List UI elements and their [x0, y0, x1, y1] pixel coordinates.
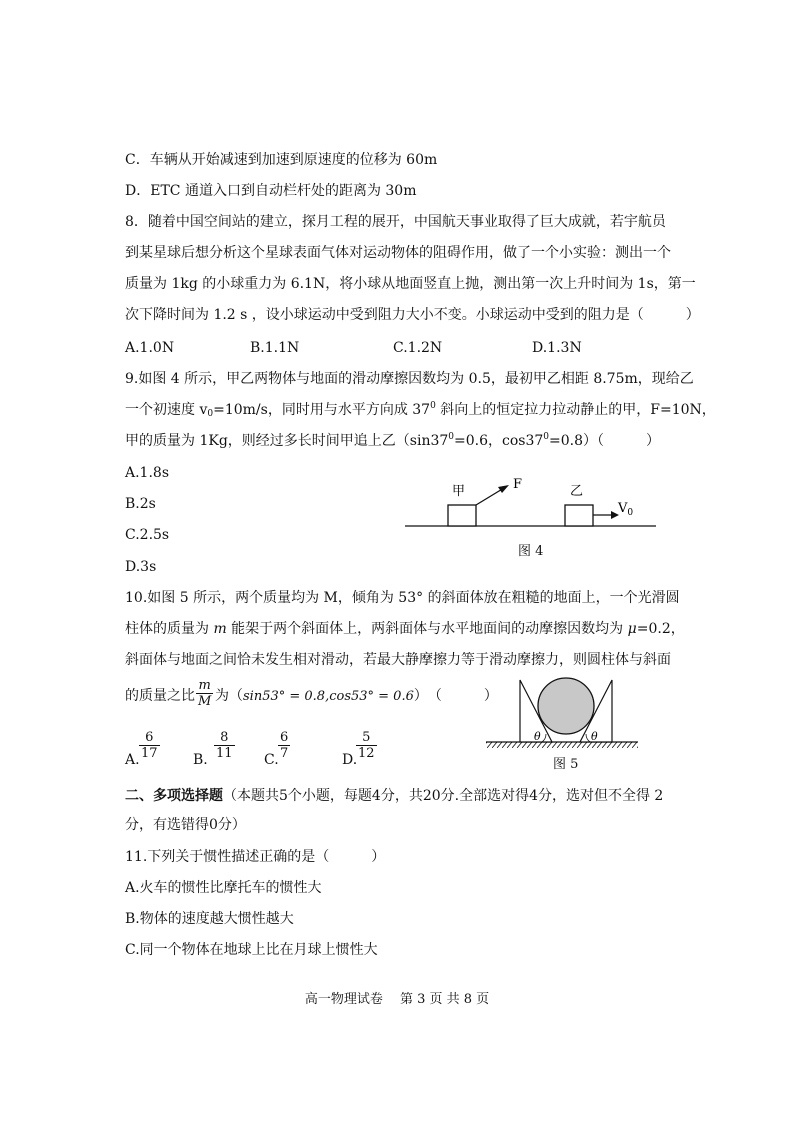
label-yi: 乙	[570, 484, 584, 499]
q9-line3-part-c: =0.8）（ ）	[549, 433, 661, 449]
q10-line2-m: m	[213, 621, 227, 637]
q9-line3-sup1: 0	[448, 432, 455, 442]
q10-option-b-fraction	[214, 730, 235, 761]
block-jia	[448, 505, 476, 526]
figure-4-diagram	[400, 472, 660, 534]
option-c-num: 6	[280, 730, 289, 745]
q8-option-c: C.1.2N	[393, 340, 443, 356]
q10-option-b-letter: B.	[193, 752, 208, 768]
q9-line3-part-b: =0.6，cos37	[454, 433, 544, 449]
cylinder	[538, 678, 594, 734]
q9-option-b: B.2s	[125, 496, 156, 512]
q9-option-c: C.2.5s	[125, 527, 170, 543]
q11-option-c: C.同一个物体在地球上比在月球上惯性大	[125, 942, 378, 958]
figure-5-diagram	[482, 676, 642, 750]
q9-line2-sub: 0	[207, 409, 214, 419]
q10-stem-line3: 斜面体与地面之间恰未发生相对滑动，若最大静摩擦力等于滑动摩擦力，则圆柱体与斜面	[125, 652, 671, 668]
theta-left: θ	[534, 730, 541, 743]
q10-line2-mu: μ	[627, 621, 637, 637]
q10-line2-part-b: 能架于两个斜面体上，两斜面体与水平地面间的动摩擦因数均为	[226, 621, 628, 637]
q10-option-d-fraction	[356, 730, 377, 761]
q10-option-a-letter: A.	[125, 752, 140, 768]
q10-stem-line4a: 的质量之比	[125, 688, 195, 704]
q9-line2-part-c: 斜向上的恒定拉力拉动静止的甲，F=10N，	[435, 402, 716, 418]
q9-line2-sup: 0	[430, 401, 436, 411]
option-c-den: 7	[280, 746, 289, 761]
force-arrowhead	[498, 485, 509, 493]
q10-line2-part-a: 柱体的质量为	[125, 621, 214, 637]
q10-stem-line1: 10.如图 5 所示，两个质量均为 M，倾角为 53° 的斜面体放在粗糙的地面上，一个光滑圆	[125, 590, 680, 606]
q10-trig-values: sin53° = 0.8,cos53° = 0.6	[243, 689, 414, 704]
section2-heading-line	[125, 786, 663, 806]
q8-option-b: B.1.1N	[250, 340, 300, 356]
ground-hatching	[486, 742, 638, 748]
option-a-num: 6	[139, 730, 160, 746]
option-b-den: 11	[216, 746, 233, 761]
q11-option-a: A.火车的惯性比摩托车的惯性大	[125, 880, 322, 896]
q9-option-a: A.1.8s	[125, 465, 170, 481]
q8-option-d: D.1.3N	[532, 340, 582, 356]
q8-stem-line2: 到某星球后想分析这个星球表面气体对运动物体的阻碍作用，做了一个小实验：测出一个	[125, 245, 671, 261]
q9-line2-part-a: 一个初速度 v	[125, 402, 208, 418]
q9-option-d: D.3s	[125, 559, 157, 575]
block-yi	[565, 505, 593, 526]
q10-line2-part-c: =0.2，	[636, 621, 685, 637]
q9-stem-line3	[125, 431, 660, 451]
section2-desc-line1: （本题共5个小题，每题4分，共20分.全部选对得4分，选对但不全得 2	[223, 788, 664, 804]
q11-option-b: B.物体的速度越大惯性越大	[125, 911, 294, 927]
q10-line4-open: 为（	[215, 688, 243, 704]
q10-option-a-fraction	[139, 730, 160, 761]
q9-line2-part-b: =10m/s，同时用与水平方向成 37	[213, 402, 431, 418]
q10-ratio-fraction	[196, 678, 213, 709]
q10-option-c-fraction	[278, 730, 290, 761]
q8-stem-line4: 次下降时间为 1.2 s ，设小球运动中受到阻力大小不变。小球运动中受到的阻力是（ ）	[125, 307, 700, 323]
section2-desc-line2: 分，有选错得0分）	[125, 817, 246, 833]
q9-line3-part-a: 甲的质量为 1Kg，则经过多长时间甲追上乙（sin37	[125, 433, 449, 449]
q10-line4-close: ） （ ）	[413, 688, 498, 704]
q8-stem-line1: 8．随着中国空间站的建立，探月工程的展开，中国航天事业取得了巨大成就，若宇航员	[125, 214, 666, 230]
q9-stem-line1: 9.如图 4 所示，甲乙两物体与地面的滑动摩擦因数均为 0.5，最初甲乙相距 8.75m，现给乙	[125, 371, 694, 387]
ratio-denominator: M	[198, 694, 212, 709]
q10-stem-line4b	[215, 686, 498, 707]
q7-option-d: D．ETC 通道入口到自动栏杆处的距离为 30m	[125, 183, 417, 199]
force-arrow-line	[476, 488, 504, 505]
label-velocity: $V_0$	[618, 501, 634, 518]
q9-stem-line2	[125, 400, 716, 420]
q7-option-c: C．车辆从开始减速到加速到原速度的位移为 60m	[125, 152, 438, 168]
q11-stem: 11.下列关于惯性描述正确的是（ ）	[125, 849, 386, 865]
page-footer: 高一物理试卷 第 3 页 共 8 页	[304, 992, 490, 1007]
label-force: F	[513, 477, 523, 492]
option-b-num: 8	[214, 730, 235, 746]
label-jia: 甲	[452, 484, 466, 499]
figure-4-caption: 图 4	[518, 544, 544, 559]
figure-5-caption: 图 5	[553, 757, 579, 772]
q10-option-d-letter: D.	[342, 752, 358, 768]
option-d-num: 5	[356, 730, 377, 746]
q8-stem-line3: 质量为 1kg 的小球重力为 6.1N，将小球从地面竖直上抛，测出第一次上升时间为 1s，第一	[125, 276, 696, 292]
option-a-den: 17	[141, 746, 158, 761]
q8-option-a: A.1.0N	[125, 340, 175, 356]
q10-stem-line2	[125, 619, 685, 639]
q10-option-c-letter: C.	[264, 752, 279, 768]
option-d-den: 12	[358, 746, 375, 761]
section2-heading: 二、多项选择题	[125, 788, 223, 804]
theta-right: θ	[591, 730, 598, 743]
ratio-numerator: m	[196, 678, 213, 694]
q9-line3-sup2: 0	[543, 432, 550, 442]
